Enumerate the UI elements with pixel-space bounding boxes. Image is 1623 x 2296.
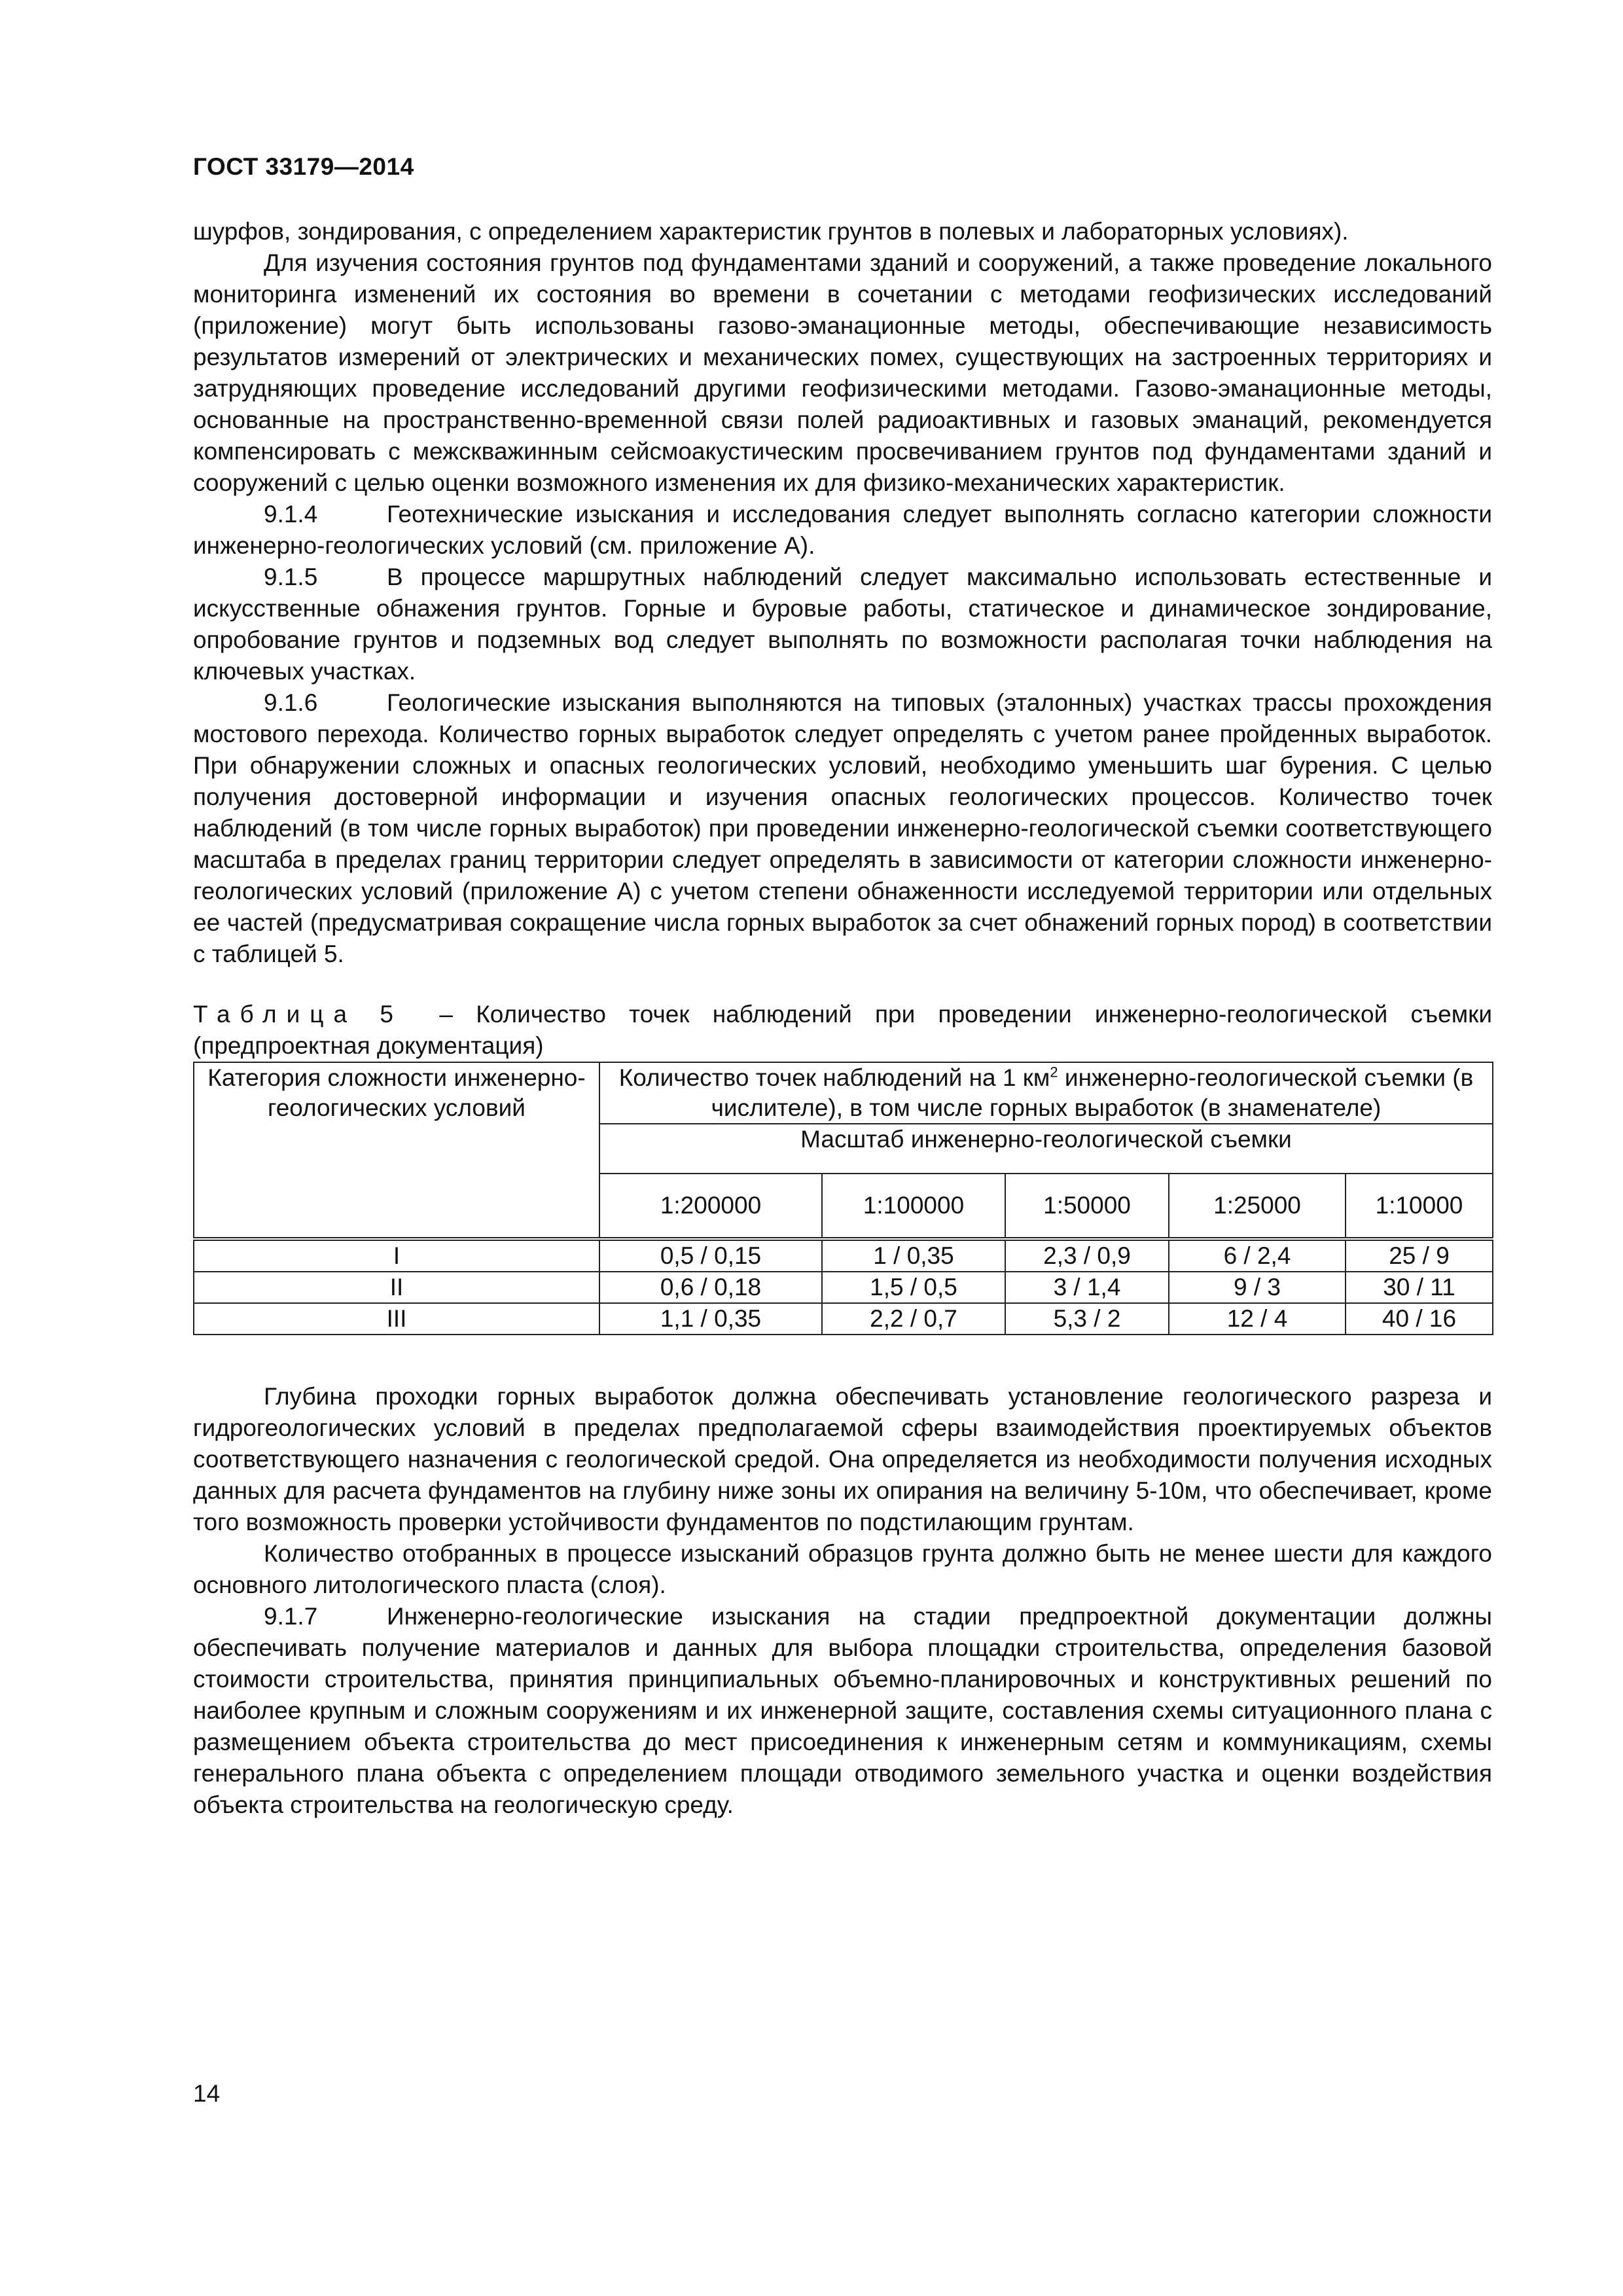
clause-9-1-7 <box>193 1601 1492 1821</box>
clause-number: 9.1.6 <box>264 689 318 716</box>
page-number: 14 <box>193 2080 221 2107</box>
table-caption <box>193 999 1492 1062</box>
scale-header: 1:200000 <box>599 1174 822 1239</box>
points-group-header: Количество точек наблюдений на 1 $км^2$ инженерно-геологической съемки (в числителе), в том числе горных выработок (в знаменателе) <box>599 1062 1493 1124</box>
value-cell: 40 / 16 <box>1346 1303 1493 1335</box>
category-cell: II <box>194 1272 599 1303</box>
value-cell: 30 / 11 <box>1346 1272 1493 1303</box>
value-cell: 9 / 3 <box>1169 1272 1346 1303</box>
table-caption-label: Таблица <box>193 1001 357 1028</box>
clause-text: Геотехнические изыскания и исследования следует выполнять согласно категории сложности инженерно-геологических условий (см. приложение А). <box>193 501 1492 559</box>
document-code-header: ГОСТ 33179—2014 <box>193 153 414 180</box>
clause-text: В процессе маршрутных наблюдений следует максимально использовать естественные и искусственные обнажения грунтов. Горные и буровые работы, статическое и динамическое зондирование, опробование грунтов и подземных вод следует выполнять по возможности располагая точки наблюдения на ключевых участках. <box>193 564 1492 685</box>
category-column-header: Категория сложности инженерно-геологических условий <box>194 1062 599 1239</box>
value-cell: 25 / 9 <box>1346 1239 1493 1272</box>
clause-9-1-4 <box>193 499 1492 562</box>
value-cell: 12 / 4 <box>1169 1303 1346 1335</box>
table-caption-number: 5 <box>380 1001 393 1028</box>
value-cell: 1,1 / 0,35 <box>599 1303 822 1335</box>
observation-points-table <box>193 1062 1493 1335</box>
clause-9-1-5 <box>193 562 1492 687</box>
clause-number: 9.1.7 <box>264 1603 318 1630</box>
value-cell: 5,3 / 2 <box>1005 1303 1169 1335</box>
paragraph: Для изучения состояния грунтов под фундаментами зданий и сооружений, а также проведение локального мониторинга изменений их состояния во времени в сочетании с методами геофизических исследований (приложение) могут быть использованы газово-эманационные методы, обеспечивающие независимость результатов измерений от электрических и механических помех, существующих на застроенных территориях и затрудняющих проведение исследований другими геофизическими методами. Газово-эманационные методы, основанные на пространственно-временной связи полей радиоактивных и газовых эманаций, рекомендуется компенсировать с межскважинным сейсмоакустическим просвечиванием грунтов под фундаментами зданий и сооружений с целью оценки возможного изменения их для физико-механических характеристик. <box>193 249 1492 496</box>
value-cell: 2,3 / 0,9 <box>1005 1239 1169 1272</box>
clause-text: Инженерно-геологические изыскания на стадии предпроектной документации должны обеспечивать получение материалов и данных для выбора площадки строительства, определения базовой стоимости строительства, принятия принципиальных объемно-планировочных и конструктивных решений по наиболее крупным и сложным сооружениям и их инженерной защите, составления схемы ситуационного плана с размещением объекта строительства до мест присоединения к инженерным сетям и коммуникациям, схемы генерального плана объекта с определением площади отводимого земельного участка и оценки воздействия объекта строительства на геологическую среду. <box>193 1603 1492 1818</box>
table-caption-text: – Количество точек наблюдений при проведении инженерно-геологической съемки (предпроектная документация) <box>193 1001 1492 1059</box>
clause-text: Геологические изыскания выполняются на типовых (эталонных) участках трассы прохождения мостового перехода. Количество горных выработок следует определять с учетом ранее пройденных выработок. При обнаружении сложных и опасных геологических условий, необходимо уменьшить шаг бурения. С целью получения достоверной информации и изучения опасных геологических процессов. Количество точек наблюдений (в том числе горных выработок) при проведении инженерно-геологической съемки соответствующего масштаба в пределах границ территории следует определять в зависимости от категории сложности инженерно-геологических условий (приложение А) с учетом степени обнаженности исследуемой территории или отдельных ее частей (предусматривая сокращение числа горных выработок за счет обнажений горных пород) в соответствии с таблицей 5. <box>193 689 1492 967</box>
paragraph: Количество отобранных в процессе изысканий образцов грунта должно быть не менее шести для каждого основного литологического пласта (слоя). <box>193 1540 1492 1598</box>
scale-header: 1:10000 <box>1346 1174 1493 1239</box>
document-body <box>193 216 1492 1821</box>
clause-9-1-6 <box>193 687 1492 970</box>
scale-header: 1:100000 <box>822 1174 1005 1239</box>
table-row <box>194 1303 1493 1335</box>
value-cell: 2,2 / 0,7 <box>822 1303 1005 1335</box>
value-cell: 6 / 2,4 <box>1169 1239 1346 1272</box>
value-cell: 0,5 / 0,15 <box>599 1239 822 1272</box>
clause-number: 9.1.5 <box>264 564 318 590</box>
value-cell: 1,5 / 0,5 <box>822 1272 1005 1303</box>
paragraph: шурфов, зондирования, с определением характеристик грунтов в полевых и лабораторных условиях). <box>193 218 1349 245</box>
category-cell: III <box>194 1303 599 1335</box>
value-cell: 1 / 0,35 <box>822 1239 1005 1272</box>
clause-number: 9.1.4 <box>264 501 318 528</box>
value-cell: 3 / 1,4 <box>1005 1272 1169 1303</box>
value-cell: 0,6 / 0,18 <box>599 1272 822 1303</box>
scale-group-header: Масштаб инженерно-геологической съемки <box>599 1124 1493 1174</box>
scale-header: 1:50000 <box>1005 1174 1169 1239</box>
table-row <box>194 1272 1493 1303</box>
scale-header: 1:25000 <box>1169 1174 1346 1239</box>
category-cell: I <box>194 1239 599 1272</box>
paragraph: Глубина проходки горных выработок должна обеспечивать установление геологического разреза и гидрогеологических условий в пределах предполагаемой сферы взаимодействия проектируемых объектов соответствующего назначения с геологической средой. Она определяется из необходимости получения исходных данных для расчета фундаментов на глубину ниже зоны их опирания на величину 5-10м, что обеспечивает, кроме того возможность проверки устойчивости фундаментов по подстилающим грунтам. <box>193 1383 1492 1535</box>
table-row <box>194 1239 1493 1272</box>
